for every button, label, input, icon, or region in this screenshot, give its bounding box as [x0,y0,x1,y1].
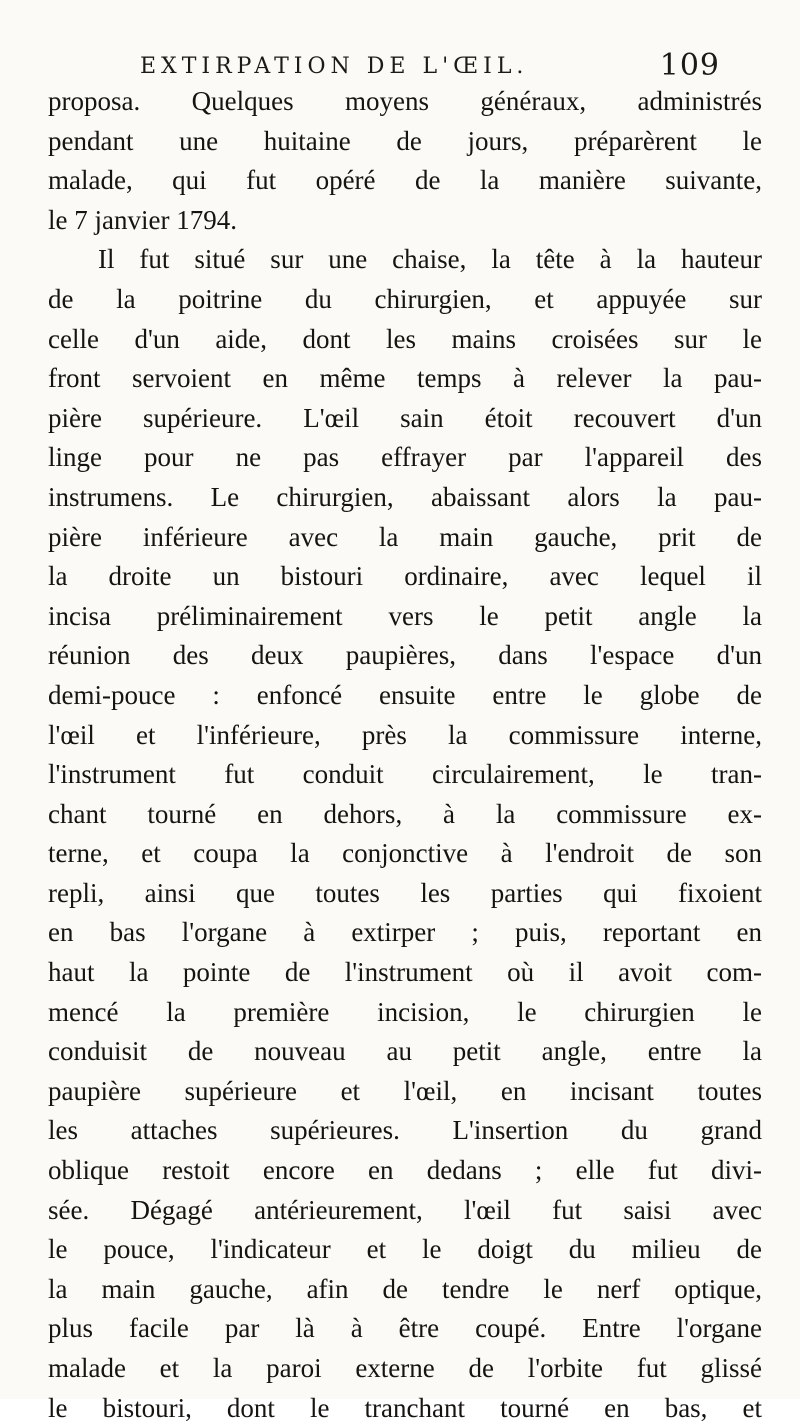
text-line: réunion des deux paupières, dans l'espace d'un [48,640,762,671]
text-line: pière inférieure avec la main gauche, prit de [48,521,762,552]
text-line: haut la pointe de l'instrument où il avoit com- [48,957,762,988]
text-line: proposa. Quelques moyens généraux, administrés [48,86,762,116]
text-line: malade et la paroi externe de l'orbite fut glissé [48,1353,762,1383]
text-line: les attaches supérieures. L'insertion du grand [48,1115,762,1146]
text-line: mencé la première incision, le chirurgien le [48,996,762,1027]
running-title: EXTIRPATION DE L'ŒIL. [140,54,529,79]
text-line: plus facile par là à être coupé. Entre l'organe [48,1313,762,1344]
text-line: la droite un bistouri ordinaire, avec lequel il [48,561,762,592]
text-line: celle d'un aide, dont les mains croisées sur le [48,323,762,354]
text-line: paupière supérieure et l'œil, en incisant toutes [48,1075,762,1106]
text-line: la main gauche, afin de tendre le nerf optique, [48,1273,762,1304]
text-line: en bas l'organe à extirper ; puis, reportant en [48,917,762,948]
text-line: incisa préliminairement vers le petit angle la [48,600,762,631]
text-line: le bistouri, dont le tranchant tourné en bas, et [48,1392,762,1423]
text-line: l'instrument fut conduit circulairement, le tran- [48,759,762,790]
text-line: linge pour ne pas effrayer par l'appareil des [48,442,762,473]
text-line: pière supérieure. L'œil sain étoit recouvert d'un [48,402,762,433]
text-line: le 7 janvier 1794. [48,204,237,235]
text-line: pendant une huitaine de jours, préparèrent le [48,125,762,156]
text-line: le pouce, l'indicateur et le doigt du milieu de [48,1234,762,1265]
text-line: conduisit de nouveau au petit angle, entre la [48,1036,762,1067]
text-line: de la poitrine du chirurgien, et appuyée sur [48,283,762,314]
text-line: instrumens. Le chirurgien, abaissant alors la pau- [48,481,762,512]
text-line: terne, et coupa la conjonctive à l'endroit de son [48,838,762,869]
running-head [140,44,720,84]
text-line: l'œil et l'inférieure, près la commissure interne, [48,719,762,750]
body-text [48,82,762,1428]
text-line: demi-pouce : enfoncé ensuite entre le globe de [48,679,762,710]
text-line: oblique restoit encore en dedans ; elle fut divi- [48,1155,762,1186]
text-line: front servoient en même temps à relever la pau- [48,363,762,394]
text-line: sée. Dégagé antérieurement, l'œil fut saisi avec [48,1194,762,1225]
text-line: repli, ainsi que toutes les parties qui fixoient [48,877,762,908]
text-line: chant tourné en dehors, à la commissure ex- [48,798,762,829]
page-number: 109 [659,48,720,83]
text-line: Il fut situé sur une chaise, la tête à la hauteur [98,244,762,275]
text-line: malade, qui fut opéré de la manière suivante, [48,165,762,196]
